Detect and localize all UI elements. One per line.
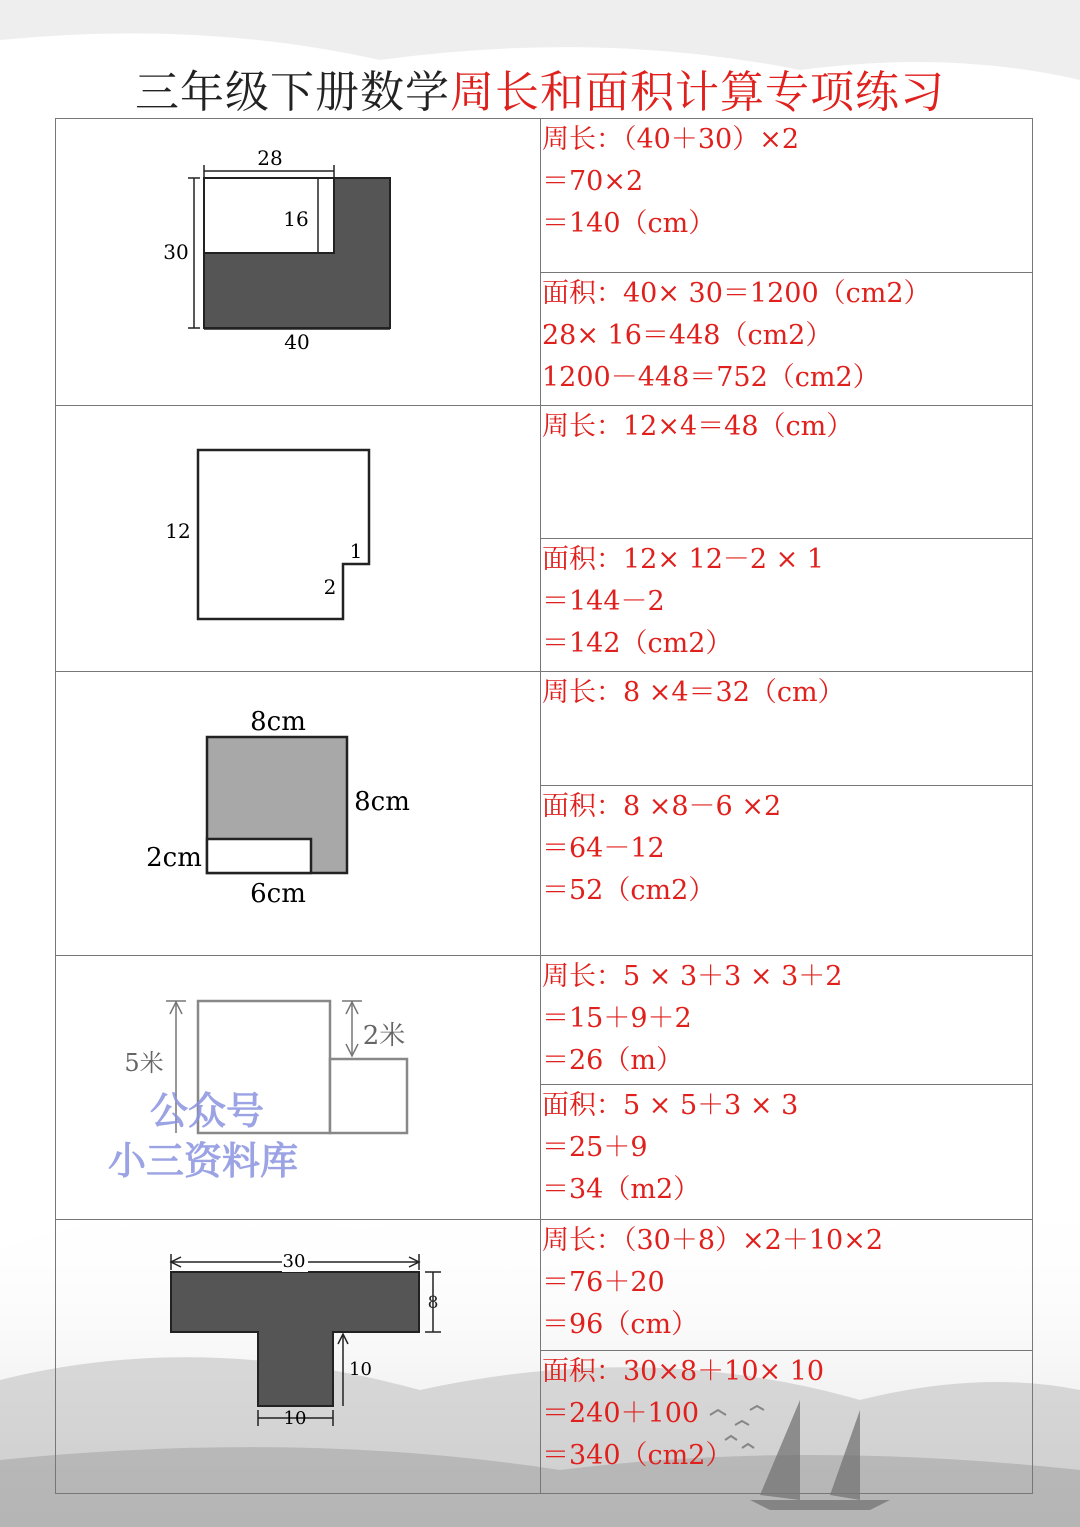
perimeter-cell <box>541 1220 1033 1351</box>
figure-square-corner-cut <box>56 406 540 671</box>
page-title <box>0 56 1080 120</box>
dim-label: 2 <box>323 575 337 599</box>
figure-l-shape-notch <box>56 119 540 405</box>
answer-line: ＝26（m） <box>542 1045 683 1076</box>
answer-line: ＝15＋9＋2 <box>542 1003 692 1034</box>
dim-label: 30 <box>282 1251 306 1272</box>
figure-t-shape <box>56 1220 540 1492</box>
exercise-table <box>55 118 1033 1494</box>
answer-line: ＝140（cm） <box>542 208 716 239</box>
figure-cell <box>56 672 541 956</box>
area-cell <box>541 272 1033 405</box>
perimeter-cell <box>541 406 1033 539</box>
page-title-highlight: 周长和面积计算专项练习 <box>450 67 945 118</box>
table-row <box>56 406 1033 539</box>
answer-line: ＝64－12 <box>542 833 665 864</box>
answer-line: 面积：30×8＋10× 10 <box>542 1356 825 1387</box>
answer-line: ＝70×2 <box>542 166 644 197</box>
answer-line: 面积：8 ×8－6 ×2 <box>542 791 782 822</box>
answer-line: 面积：5 × 5＋3 × 3 <box>542 1090 799 1121</box>
table-row <box>56 672 1033 786</box>
answer-line: ＝144－2 <box>542 586 665 617</box>
dim-label: 40 <box>284 330 310 354</box>
dim-label: 30 <box>163 240 189 264</box>
dim-label: 8cm <box>354 787 410 817</box>
dim-label: 28 <box>257 146 283 170</box>
answer-line: ＝96（cm） <box>542 1309 699 1340</box>
dim-label: 8cm <box>250 707 306 737</box>
answer-line: ＝52（cm2） <box>542 875 716 906</box>
perimeter-cell <box>541 956 1033 1085</box>
table-row <box>56 119 1033 273</box>
answer-line: ＝25＋9 <box>542 1132 648 1163</box>
page-title-main: 三年级下册数学 <box>135 67 450 118</box>
watermark-line-1: 公众号 <box>150 1089 265 1133</box>
answer-line: 周长：（40＋30）×2 <box>542 124 800 155</box>
perimeter-label: 周长： <box>542 961 623 992</box>
answer-line: 周长：（30＋8）×2＋10×2 <box>542 1225 883 1256</box>
answer-line: ＝76＋20 <box>542 1267 665 1298</box>
dim-label: 1 <box>349 539 363 563</box>
answer-line: ＝240＋100 <box>542 1398 700 1429</box>
area-cell <box>541 539 1033 672</box>
perimeter-cell <box>541 672 1033 786</box>
perimeter-label: 周长： <box>542 1225 623 1256</box>
area-label: 面积： <box>542 791 623 822</box>
area-label: 面积： <box>542 1356 623 1387</box>
watermark-line-2: 小三资料库 <box>108 1139 299 1183</box>
area-cell <box>541 1085 1033 1220</box>
figure-cell <box>56 406 541 672</box>
area-label: 面积： <box>542 544 623 575</box>
answer-line: 面积：40× 30＝1200（cm2） <box>542 277 931 309</box>
area-label: 面积： <box>542 277 623 309</box>
perimeter-label: 周长： <box>542 124 623 155</box>
answer-line: ＝34（m2） <box>542 1174 701 1205</box>
dim-label: 16 <box>283 207 309 231</box>
answer-line: 面积：12× 12－2 × 1 <box>542 544 825 575</box>
area-cell <box>541 786 1033 956</box>
perimeter-label: 周长： <box>542 411 623 442</box>
table-row <box>56 956 1033 1085</box>
figure-cell <box>56 119 541 406</box>
dim-label: 10 <box>349 1359 372 1380</box>
area-cell <box>541 1351 1033 1494</box>
area-label: 面积： <box>542 1090 623 1121</box>
answer-line: ＝142（cm2） <box>542 628 733 659</box>
figure-square-with-rect-removed <box>56 672 540 954</box>
answer-line: 周长：8 ×4＝32（cm） <box>542 677 845 708</box>
dim-label: 10 <box>283 1408 307 1429</box>
dim-label: 2cm <box>146 843 202 873</box>
answer-line: 周长：5 × 3＋3 × 3＋2 <box>542 961 843 992</box>
figure-cell <box>56 1220 541 1494</box>
perimeter-label: 周长： <box>542 677 623 708</box>
answer-line: ＝340（cm2） <box>542 1440 733 1471</box>
table-row <box>56 1220 1033 1351</box>
answer-line: 周长：12×4＝48（cm） <box>542 411 854 442</box>
dim-label: 8 <box>427 1293 439 1313</box>
dim-label: 2米 <box>362 1021 406 1051</box>
answer-line: 1200－448＝752（cm2） <box>542 361 880 393</box>
dim-label: 12 <box>165 519 191 543</box>
dim-label: 5米 <box>124 1049 164 1077</box>
perimeter-cell <box>541 119 1033 273</box>
dim-label: 6cm <box>250 879 306 909</box>
answer-line: 28× 16＝448（cm2） <box>542 319 833 351</box>
